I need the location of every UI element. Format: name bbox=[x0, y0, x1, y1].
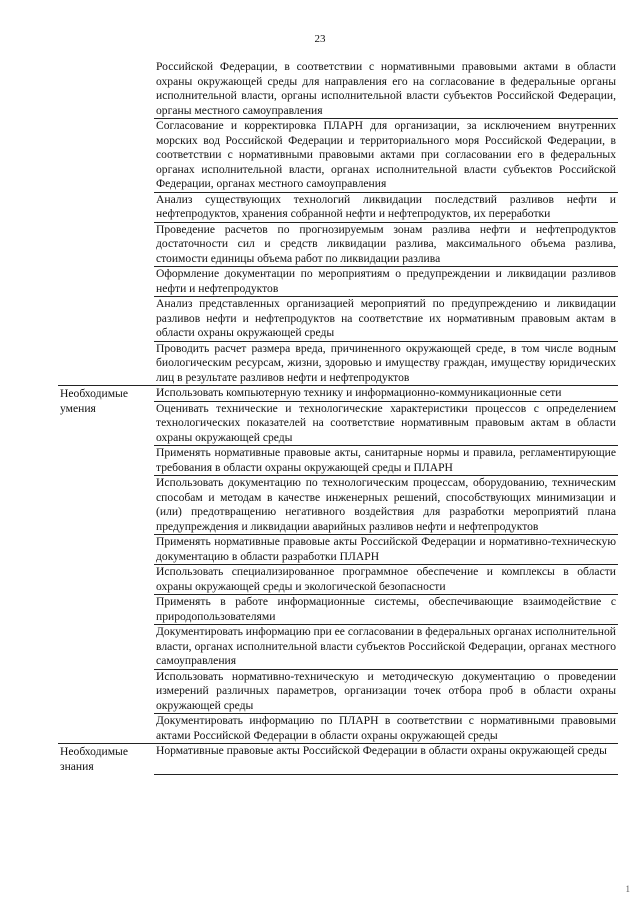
requirements-table bbox=[58, 60, 618, 775]
requirement-item: Применять нормативные правовые акты, санитарные нормы и правила, регламентирующие требования в области охраны окружающей среды и ПЛАРН bbox=[156, 446, 616, 474]
page-number: 23 bbox=[314, 33, 326, 45]
requirement-item: Использовать компьютерную технику и информационно-коммуникационные сети bbox=[154, 386, 618, 402]
requirement-item: Оценивать технические и технологические характеристики процессов с определением технологических показателей на соответствие нормативным правовым актам в области охраны окружающей среды bbox=[156, 401, 616, 444]
requirements-table-body bbox=[58, 60, 618, 774]
section-label bbox=[60, 60, 152, 61]
table-row bbox=[58, 744, 618, 775]
requirement-item: Документировать информацию при ее согласовании в федеральных органах исполнительной власти, органах исполнительной власти субъектов Российской Федерации, органах местного самоуправления bbox=[156, 625, 616, 667]
requirement-item: Согласование и корректировка ПЛАРН для организации, за исключением внутренних морских вод Российской Федерации и территориального моря Российской Федерации, в соответствии с нормативными правовыми актами при согласовании его в федеральных органах исполнительной власти, органах исполнительной власти субъектов Российской Федерации, органах местного самоуправления bbox=[156, 119, 616, 190]
requirement-item: Применять в работе информационные системы, обеспечивающие взаимодействие с природопользователями bbox=[156, 595, 616, 623]
section-label-cell bbox=[58, 60, 154, 386]
requirement-item: Нормативные правовые акты Российской Федерации в области охраны окружающей среды bbox=[154, 744, 618, 775]
margin-mark: 1 bbox=[625, 884, 630, 894]
requirement-item: Анализ существующих технологий ликвидации последствий разливов нефти и нефтепродуктов, хранения собранной нефти и нефтепродуктов, их переработки bbox=[156, 192, 616, 220]
requirement-item: Использовать специализированное программное обеспечение и комплексы в области охраны окружающей среды и экологической безопасности bbox=[156, 565, 616, 593]
requirement-item: Проводить расчет размера вреда, причиненного окружающей среде, в том числе водным биологическим ресурсам, жизни, здоровью и имуществу граждан, имуществу юридических лиц в результате разливов нефти и нефтепродуктов bbox=[156, 341, 616, 384]
section-label: Необходимые знания bbox=[60, 745, 128, 773]
requirement-item: Российской Федерации, в соответствии с нормативными правовыми актами в области охраны окружающей среды для направления его на согласование в федеральные органы исполнительной власти, органы исполнительной власти субъектов Российской Федерации, органы местного самоуправления bbox=[156, 60, 616, 117]
table-row bbox=[58, 386, 618, 402]
section-label-cell bbox=[58, 386, 154, 744]
requirement-item: Проведение расчетов по прогнозируемым зонам разлива нефти и нефтепродуктов достаточности сил и средств ликвидации разлива, максимального объема разлива, стоимости единицы объема работ по ликвидации разлива bbox=[156, 222, 616, 265]
requirement-item: Оформление документации по мероприятиям о предупреждении и ликвидации разливов нефти и нефтепродуктов bbox=[156, 267, 616, 295]
requirement-item: Использовать документацию по технологическим процессам, оборудованию, техническим способам и методам в качестве инженерных решений, способствующих минимизации и (или) предотвращению негативного воздействия для разработки мероприятий плана предупреждения и ликвидации аварийных разливов нефти и нефтепродуктов bbox=[156, 476, 616, 533]
requirement-item: Применять нормативные правовые акты Российской Федерации и нормативно-техническую документацию в области разработки ПЛАРН bbox=[156, 535, 616, 563]
requirement-item: Анализ представленных организацией мероприятий по предупреждению и ликвидации разливов нефти и нефтепродуктов на соответствие их нормативным правовым актам в области охраны окружающей среды bbox=[156, 297, 616, 339]
section-label-cell bbox=[58, 744, 154, 775]
section-label: Необходимые умения bbox=[60, 387, 128, 415]
table-row bbox=[58, 60, 618, 119]
requirement-item: Документировать информацию по ПЛАРН в соответствии с нормативными правовыми актами Российской Федерации в области охраны окружающей среды bbox=[156, 714, 616, 742]
requirement-item: Использовать нормативно-техническую и методическую документацию о проведении измерений различных параметров, организации точек отбора проб в области охраны окружающей среды bbox=[156, 669, 616, 712]
